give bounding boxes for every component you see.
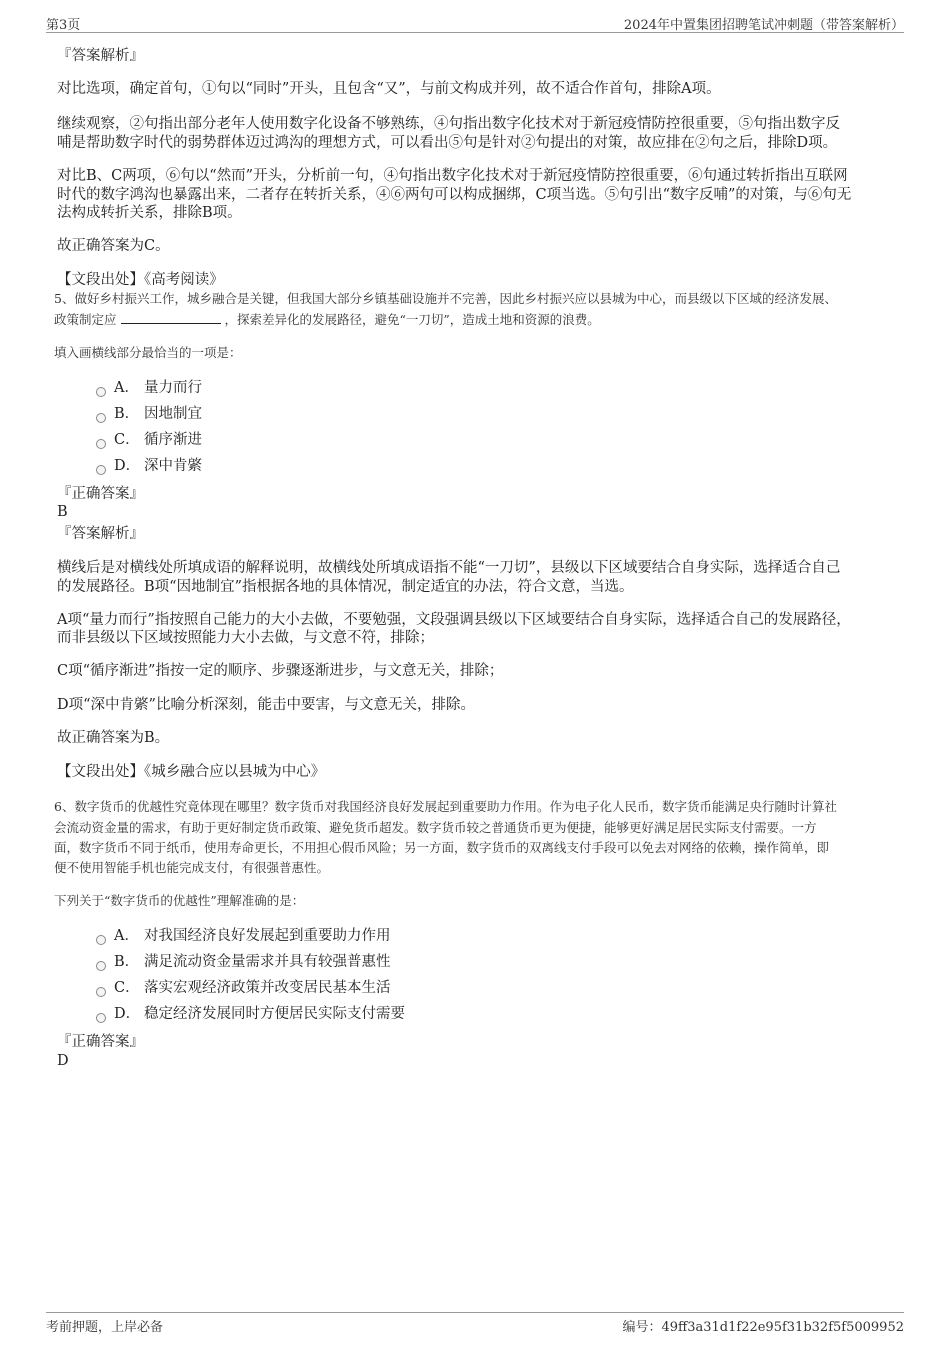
q6-answer-label: 『正确答案』 — [57, 1034, 144, 1050]
q4-analysis-p3b: 时代的数字鸿沟也暴露出来，二者存在转折关系，④⑥两句可以构成捆绑，C项当选。⑤句引出“数字反哺”的对策，与⑥句无 — [57, 187, 852, 203]
q5-source: 【文段出处】《城乡融合应以县城为中心》 — [57, 764, 326, 780]
q5-option-c[interactable] — [96, 430, 202, 450]
q4-analysis-p1: 对比选项，确定首句，①句以“同时”开头，且包含“又”，与前文构成并列，故不适合作首句，排除A项。 — [57, 81, 721, 97]
page-footer — [46, 1312, 904, 1335]
document-title: 2024年中置集团招聘笔试冲刺题（带答案解析） — [623, 18, 904, 33]
q5-stem-line1: 5、做好乡村振兴工作，城乡融合是关键，但我国大部分乡镇基础设施并不完善，因此乡村振兴应以县城为中心，而县级以下区域的经济发展、 — [54, 291, 837, 306]
option-text: 落实宏观经济政策并改变居民基本生活 — [144, 980, 391, 996]
option-text: 对我国经济良好发展起到重要助力作用 — [144, 928, 391, 944]
radio-icon[interactable] — [96, 413, 106, 423]
radio-icon[interactable] — [96, 439, 106, 449]
q6-stem-line3: 面，数字货币不同于纸币，使用寿命更长，不用担心假币风险；另一方面，数字货币的双离线支付手段可以免去对网络的依赖，操作简单，即 — [54, 840, 830, 855]
option-text: 满足流动资金量需求并具有较强普惠性 — [144, 954, 391, 970]
q4-analysis-p3a: 对比B、C两项，⑥句以“然而”开头，分析前一句，④句指出数字化技术对于新冠疫情防控很重要，⑥句通过转折指出互联网 — [57, 168, 848, 184]
radio-icon[interactable] — [96, 387, 106, 397]
radio-icon[interactable] — [96, 465, 106, 475]
footer-slogan: 考前押题，上岸必备 — [46, 1320, 164, 1335]
fill-blank — [121, 311, 221, 324]
q6-prompt: 下列关于“数字货币的优越性”理解准确的是： — [54, 893, 305, 908]
option-letter: C． — [114, 432, 140, 448]
q6-answer: D — [57, 1053, 69, 1069]
q5-stem-part1: 政策制定应 — [54, 312, 117, 327]
q4-analysis-p3c: 法构成转折关系，排除B项。 — [57, 205, 242, 221]
page-number: 第3页 — [46, 18, 81, 33]
q5-answer: B — [57, 504, 68, 520]
q6-option-b[interactable] — [96, 952, 391, 972]
q4-source: 【文段出处】《高考阅读》 — [57, 272, 224, 288]
option-text: 稳定经济发展同时方便居民实际支付需要 — [144, 1006, 405, 1022]
q6-stem-line2: 会流动资金量的需求，有助于更好制定货币政策、避免货币超发。数字货币较之普通货币更为便捷，能够更好满足居民实际支付需要。一方 — [54, 820, 817, 835]
q4-analysis-label: 『答案解析』 — [57, 48, 144, 64]
q6-option-a[interactable] — [96, 926, 391, 946]
q5-analysis-label: 『答案解析』 — [57, 526, 144, 542]
q5-analysis-p2a: A项“量力而行”指按照自己能力的大小去做，不要勉强，文段强调县级以下区域要结合自身实际，选择适合自己的发展路径， — [57, 612, 851, 628]
q6-stem-line1: 6、数字货币的优越性究竟体现在哪里？数字货币对我国经济良好发展起到重要助力作用。作为电子化人民币，数字货币能满足央行随时计算社 — [54, 799, 837, 814]
q5-analysis-p2b: 而非县级以下区域按照能力大小去做，与文意不符，排除； — [57, 630, 434, 646]
q5-analysis-p4: D项“深中肯綮”比喻分析深刻，能击中要害，与文意无关，排除。 — [57, 697, 475, 713]
q5-stem-line2 — [54, 309, 600, 330]
q5-stem-part2: ，探索差异化的发展路径，避免“一刀切”，造成土地和资源的浪费。 — [224, 312, 600, 327]
q5-option-d[interactable] — [96, 456, 202, 476]
q5-option-b[interactable] — [96, 404, 202, 424]
option-letter: B． — [114, 406, 140, 422]
option-text: 深中肯綮 — [144, 458, 202, 474]
q5-conclusion: 故正确答案为B。 — [57, 730, 170, 746]
option-text: 因地制宜 — [144, 406, 202, 422]
q5-analysis-p1a: 横线后是对横线处所填成语的解释说明，故横线处所填成语指不能“一刀切”，县级以下区域要结合自身实际，选择适合自己 — [57, 560, 841, 576]
option-text: 循序渐进 — [144, 432, 202, 448]
q5-answer-label: 『正确答案』 — [57, 486, 144, 502]
q4-analysis-p2b: 哺是帮助数字时代的弱势群体迈过鸿沟的理想方式，可以看出⑤句是针对②句提出的对策，故应排在②句之后，排除D项。 — [57, 135, 838, 151]
q5-analysis-p3: C项“循序渐进”指按一定的顺序、步骤逐渐进步，与文意无关，排除； — [57, 663, 504, 679]
q5-analysis-p1b: 的发展路径。B项“因地制宜”指根据各地的具体情况，制定适宜的办法，符合文意，当选。 — [57, 579, 634, 595]
radio-icon[interactable] — [96, 987, 106, 997]
radio-icon[interactable] — [96, 935, 106, 945]
option-letter: D． — [114, 458, 141, 474]
option-letter: B． — [114, 954, 140, 970]
option-letter: A． — [114, 380, 139, 396]
option-letter: A． — [114, 928, 139, 944]
q6-option-d[interactable] — [96, 1004, 405, 1024]
page-header — [46, 12, 904, 33]
q5-option-a[interactable] — [96, 378, 202, 398]
q5-prompt: 填入画横线部分最恰当的一项是： — [54, 345, 242, 360]
q6-option-c[interactable] — [96, 978, 391, 998]
q4-analysis-p2a: 继续观察，②句指出部分老年人使用数字化设备不够熟练，④句指出数字化技术对于新冠疫情防控很重要，⑤句指出数字反 — [57, 116, 840, 132]
document-code: 编号：49ff3a31d1f22e95f31b32f5f5009952 — [622, 1320, 904, 1335]
radio-icon[interactable] — [96, 961, 106, 971]
q4-conclusion: 故正确答案为C。 — [57, 238, 170, 254]
q6-stem-line4: 便不使用智能手机也能完成支付，有很强普惠性。 — [54, 860, 330, 875]
radio-icon[interactable] — [96, 1013, 106, 1023]
option-letter: C． — [114, 980, 140, 996]
option-text: 量力而行 — [144, 380, 202, 396]
option-letter: D． — [114, 1006, 141, 1022]
